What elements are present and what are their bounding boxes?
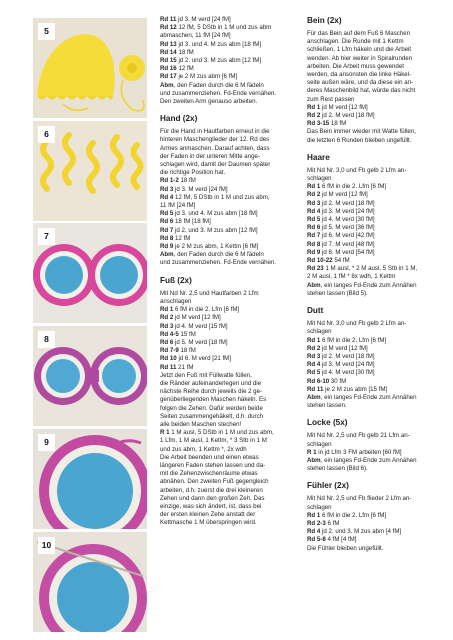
text-line [307, 528, 445, 536]
line-text: abmaschen, 11 fM [24 fM] [160, 32, 231, 40]
line-text: jd 2. M verd [18 fM] [320, 112, 375, 120]
text-line [307, 137, 445, 145]
line-text: jd M verd [12 fM] [320, 191, 368, 199]
line-text: alle beiden Maschen stechen! [160, 420, 242, 428]
line-text: stehen lassen (Bild 6). [307, 465, 368, 473]
line-text: schlagen [307, 175, 332, 183]
row-label: Rd 5 [307, 216, 321, 224]
text-line [307, 55, 445, 63]
text-column-left [160, 16, 298, 528]
row-label: Rd 1 [307, 103, 321, 111]
line-text: , ein langes Fd-Ende zum Annähen [320, 393, 417, 401]
text-line [307, 79, 445, 87]
section-heading: Dutt [307, 306, 324, 316]
text-line [307, 241, 445, 249]
line-text: 18 fM [178, 347, 196, 355]
row-label: Rd 11 [160, 363, 177, 371]
text-line [307, 520, 445, 528]
line-text: jd 4. M verd [30 fM] [320, 369, 375, 377]
text-line [160, 454, 298, 462]
text-line [160, 372, 298, 380]
text-line [307, 353, 445, 361]
line-text: die letzten 6 Runden bleiben ungefüllt. [307, 136, 412, 144]
row-label: Rd 6 [160, 338, 174, 346]
text-line [160, 145, 298, 153]
text-line [160, 290, 298, 298]
line-text: folgen die Zehen. Dafür werden beide [160, 404, 263, 412]
text-line [307, 71, 445, 79]
text-line [160, 227, 298, 235]
row-label: Rd 9 [160, 243, 174, 251]
line-text: 18 fM [176, 48, 194, 56]
line-text: Für das Bein auf dem Fuß 6 Maschen [307, 30, 411, 37]
text-line [160, 32, 298, 40]
text-line [160, 90, 298, 98]
line-text: Mit Nd Nr. 2,5 und Hautfarben 2 Lfm [160, 289, 259, 297]
text-line [160, 339, 298, 347]
line-text: , den Faden durch die 6 M fädeln [173, 251, 264, 259]
text-line [160, 413, 298, 421]
line-text: jd 4. M verd [30 fM] [320, 216, 375, 224]
line-text: 18 fM [178, 177, 196, 185]
row-label: Rd 7 [307, 232, 321, 240]
row-label: Rd 11 [160, 16, 177, 23]
row-label: Rd 15 [160, 57, 177, 65]
text-line [160, 243, 298, 251]
text-line [160, 210, 298, 218]
text-line [160, 161, 298, 169]
line-text: Mit Nd Nr. 2,5 und Fb flieder 2 Lfm an- [307, 495, 412, 503]
step-number: 10 [38, 537, 55, 554]
line-text: 1 M ausl, * 2 M ausl, 5 Stb in 1 M, [323, 265, 418, 273]
row-label: Rd 2 [307, 112, 321, 120]
row-label: Rd 2 [307, 344, 321, 352]
line-text: Die Fühler bleiben ungefüllt. [307, 544, 384, 552]
row-label: Rd 12 [160, 24, 177, 32]
line-text: 2 M ausl, 1 fM * 8x wdh, 1 Kettm [307, 273, 396, 281]
line-text: und zusammenziehen. Fd-Ende vernähen. [160, 259, 277, 267]
text-line [160, 65, 298, 73]
text-line [307, 232, 445, 240]
text-line [160, 503, 298, 511]
line-text: und zus abm, 1 Kettm *, 2x wdh [160, 445, 247, 453]
line-text: jd 5. M verd [36 fM] [320, 224, 375, 232]
text-line [307, 96, 445, 104]
line-text: die Ränder aufeinanderlegen und die [160, 379, 262, 387]
text-line [307, 449, 445, 457]
text-line [307, 216, 445, 224]
line-text: stehen lassen. [307, 402, 347, 410]
row-label: Rd 1 [307, 183, 321, 191]
line-text: 30 fM [329, 377, 347, 385]
line-text: jd 3. und 4. M zus abm [18 fM] [173, 210, 258, 218]
line-text: zum Rest passen [307, 95, 355, 103]
line-text: die richtige Position hat. [160, 169, 226, 177]
photo-edging [33, 429, 147, 529]
text-line [307, 386, 445, 394]
line-text: je 2 M zus abm, 1 Kettm [6 fM] [173, 243, 259, 251]
line-text: 6 fM in die 2. Lfm [6 fM] [320, 336, 387, 344]
row-label: Rd 10-22 [307, 257, 333, 265]
line-text: längeren Faden stehen lassen und da- [160, 461, 266, 469]
text-line [160, 24, 298, 32]
text-line [160, 487, 298, 495]
text-line [160, 437, 298, 445]
text-line [307, 63, 445, 71]
text-line [307, 369, 445, 377]
text-line [160, 495, 298, 503]
line-text: 18 fM [329, 120, 347, 128]
line-text: 15 fM [178, 330, 196, 338]
text-line [307, 257, 445, 265]
text-line [160, 41, 298, 49]
text-line [307, 208, 445, 216]
text-line [307, 38, 445, 46]
text-line [160, 331, 298, 339]
text-line [160, 446, 298, 454]
line-text: jd 3. M verd [24 fM] [173, 185, 228, 193]
text-line [160, 177, 298, 185]
photo-finished-edge [33, 532, 147, 632]
text-line [307, 512, 445, 520]
text-line [160, 429, 298, 437]
line-text: jd 2. und 3. M zus abm [12 fM] [173, 226, 258, 234]
line-text: 54 fM [332, 257, 350, 265]
row-label: Rd 2 [160, 314, 174, 322]
text-line [307, 432, 445, 440]
row-label: Rd 1 [307, 336, 321, 344]
text-line [307, 378, 445, 386]
row-label: Rd 10 [160, 355, 177, 363]
line-text: der Faden in der unteren Mitte ange- [160, 152, 261, 160]
line-text: arbeiten, d.h. zuerst die drei kleineren [160, 486, 263, 494]
text-line [160, 462, 298, 470]
photo-hair-bun [33, 18, 147, 118]
row-label: Rd 11 [307, 385, 324, 393]
line-text: 12 fM, 5 DStb in 1 M und zus abm [176, 24, 272, 32]
text-line [160, 82, 298, 90]
line-text: , ein langes Fd-Ende zum Annähen [320, 456, 417, 464]
row-label: Rd 3 [160, 322, 174, 330]
row-label: Rd 3 [160, 185, 174, 193]
line-text: schlagen [307, 503, 332, 511]
line-text: Für die Hand in Hautfarben erneut in die [160, 128, 270, 136]
text-line [160, 364, 298, 372]
line-text: 1 M ausl, 5 DStb in 1 M und zus abm, [169, 429, 274, 437]
line-text: Mit Nd Nr. 3,0 und Fb gelb 2 Lfm an- [307, 320, 407, 328]
text-line [160, 73, 298, 81]
text-line [160, 186, 298, 194]
photo-joined-circles [33, 326, 147, 426]
line-text: 6 fM [325, 519, 340, 527]
line-text: jd 7. M verd [48 fM] [320, 240, 375, 248]
text-line [160, 421, 298, 429]
row-label: Rd 7 [160, 226, 174, 234]
line-text: 12 fM [176, 65, 194, 73]
line-text: 6 fM in die 2. Lfm [6 fM] [320, 511, 387, 519]
row-label: Rd 4-5 [160, 330, 179, 338]
row-label: Rd 6 [160, 218, 174, 226]
text-line [160, 128, 298, 136]
text-line [160, 478, 298, 486]
text-line [160, 235, 298, 243]
text-line [160, 405, 298, 413]
line-text: jd 2. M verd [18 fM] [320, 199, 375, 207]
text-line [307, 345, 445, 353]
text-line [160, 380, 298, 388]
photo-curls [33, 121, 147, 221]
step-number: 9 [38, 434, 55, 451]
text-line [307, 128, 445, 136]
row-label: Rd 9 [307, 248, 321, 256]
line-text: jd M verd [12 fM] [173, 314, 221, 322]
line-text: 21 fM [176, 363, 194, 371]
step-number: 6 [38, 126, 55, 143]
line-text: Seiten zusammengehäkelt, d.h. durch [160, 412, 264, 420]
text-line [160, 251, 298, 259]
section-heading: Hand (2x) [160, 114, 198, 124]
row-label: Rd 4 [160, 193, 174, 201]
text-line [307, 112, 445, 120]
text-line [307, 104, 445, 112]
line-text: jd 2. und 3. M zus abm [12 fM] [176, 57, 262, 65]
text-line [307, 30, 445, 38]
line-text: 6 fM in die 2. Lfm [6 fM] [320, 183, 387, 191]
line-text: stehen lassen (Bild 5). [307, 289, 368, 297]
text-line [160, 355, 298, 363]
text-line [307, 191, 445, 199]
text-line [160, 306, 298, 314]
text-line [307, 46, 445, 54]
text-line [160, 202, 298, 210]
row-label: Rd 5 [160, 210, 174, 218]
row-label: Rd 6-10 [307, 377, 330, 385]
text-line [307, 328, 445, 336]
row-label: Abm [307, 456, 321, 464]
line-text: Das Bein immer wieder mit Watte füllen, [307, 128, 416, 136]
line-text: genüberliegenden Maschen häkeln. Es [160, 396, 267, 404]
row-label: Rd 8 [160, 234, 174, 242]
row-label: Abm [307, 281, 321, 289]
text-line [160, 136, 298, 144]
section-heading: Fuß (2x) [160, 275, 192, 285]
row-label: Rd 1 [307, 511, 321, 519]
text-line [160, 314, 298, 322]
text-line [307, 265, 445, 273]
text-line [160, 98, 298, 106]
line-text: werden, da ansonsten die linke Häkel- [307, 71, 412, 79]
line-text: deres Maschenbild hat, würde das nicht [307, 87, 416, 95]
line-text: Jetzt den Fuß mit Füllwatte füllen, [160, 371, 252, 379]
row-label: Rd 6 [307, 224, 321, 232]
text-line [160, 396, 298, 404]
line-text: und zusammenziehen. Fd-Ende vernähen. [160, 89, 277, 97]
text-line [307, 282, 445, 290]
line-text: der ersten kleinen Zehe anstatt der [160, 511, 256, 519]
line-text: wenden. Ab hier weiter in Spiralrunden [307, 54, 413, 62]
section-heading: Fühler (2x) [307, 481, 349, 491]
row-label: Rd 5 [307, 369, 321, 377]
row-label: Abm [307, 393, 321, 401]
row-label: Rd 1 [160, 306, 174, 314]
text-line [160, 470, 298, 478]
row-label: Rd 13 [160, 40, 177, 48]
line-text: jd 3. M verd [24 fM] [320, 361, 375, 369]
line-text: abnähen. Den zweiten Fuß gegengleich [160, 478, 269, 486]
text-line [307, 465, 445, 473]
line-text: schlagen wird, damit der Daumen später [160, 161, 271, 169]
text-line [307, 504, 445, 512]
section-heading: Bein (2x) [307, 16, 342, 25]
step-number: 5 [38, 23, 55, 40]
text-line [307, 495, 445, 503]
line-text: jd 3. M verd [24 fM] [176, 16, 231, 23]
text-line [307, 87, 445, 95]
row-label: R 1 [307, 448, 317, 456]
text-line [307, 183, 445, 191]
text-line [160, 259, 298, 267]
text-line [307, 120, 445, 128]
row-label: Rd 14 [160, 48, 177, 56]
row-label: Abm [160, 251, 174, 259]
line-text: jd M verd [12 fM] [320, 103, 368, 111]
line-text: mit die Zehenzwischenräume etwas [160, 470, 258, 478]
line-text: anschlagen. Die Runde mit 1 Kettm [307, 38, 404, 46]
line-text: jd 3. M verd [24 fM] [320, 207, 375, 215]
text-line [160, 388, 298, 396]
text-line [307, 167, 445, 175]
text-line [160, 218, 298, 226]
text-line [307, 361, 445, 369]
row-label: Rd 3-15 [307, 120, 330, 128]
line-text: 1 Lfm, 1 M ausl, 1 Kettm, * 3 Stb in 1 M [160, 437, 267, 445]
text-line [160, 49, 298, 57]
line-text: seite außen wäre, und da diese ein an- [307, 79, 414, 87]
line-text: jd 2. und 3. M zus abm [4 fM] [320, 528, 402, 536]
text-line [160, 194, 298, 202]
row-label: Rd 23 [307, 265, 324, 273]
section-heading: Locke (5x) [307, 418, 348, 428]
line-text: hinteren Maschenglieder der 12. Rd des [160, 136, 270, 144]
line-text: 11 fM [24 fM] [160, 202, 196, 210]
line-text: je 2 M zus abm [15 fM] [323, 385, 388, 393]
line-text: jd 8. M verd [54 fM] [320, 248, 375, 256]
line-text: , den Faden durch die 6 M fädeln [173, 81, 264, 89]
text-line [307, 545, 445, 553]
text-line [307, 175, 445, 183]
row-label: Abm [160, 81, 174, 89]
row-label: Rd 3 [307, 199, 321, 207]
line-text: anschlagen [160, 297, 192, 305]
line-text: schlagen [307, 440, 332, 448]
line-text: in jd Lfm 3 FM arbeiten [60 fM] [316, 448, 402, 456]
text-line [160, 511, 298, 519]
line-text: 4 fM [4 fM] [325, 536, 357, 544]
row-label: Rd 1-2 [160, 177, 179, 185]
text-line [160, 169, 298, 177]
row-label: R 1 [160, 429, 170, 437]
row-label: Rd 3 [307, 352, 321, 360]
line-text: 6 fM in die 2. Lfm [6 fM] [173, 306, 240, 314]
text-line [307, 224, 445, 232]
line-text: jd 5. M verd [18 fM] [173, 338, 228, 346]
line-text: 12 fM [173, 234, 191, 242]
line-text: schlagen [307, 328, 332, 336]
line-text: Zehen und dann den großen Zeh. Das [160, 494, 265, 502]
text-line [307, 273, 445, 281]
text-column-right [307, 16, 445, 553]
text-line [307, 249, 445, 257]
line-text: jd 6. M verd [21 fM] [176, 355, 231, 363]
row-label: Rd 7-9 [160, 347, 179, 355]
row-label: Rd 2-3 [307, 519, 326, 527]
text-line [307, 457, 445, 465]
line-text: arbeiten. Die Arbeit muss gewendet [307, 62, 404, 70]
text-line [307, 394, 445, 402]
line-text: schließen, 1 Lfm häkeln und die Arbeit [307, 46, 412, 54]
line-text: , ein langes Fd-Ende zum Annähen [320, 281, 417, 289]
step-number: 8 [38, 331, 55, 348]
line-text: 12 fM, 5 DStb in 1 M und zus abm, [173, 193, 270, 201]
text-line [160, 323, 298, 331]
text-line [160, 16, 298, 24]
line-text: Die Arbeit beenden und einen etwas [160, 453, 259, 461]
row-label: Rd 16 [160, 65, 177, 73]
line-text: jd 4. M verd [15 fM] [173, 322, 228, 330]
step-number: 7 [38, 228, 55, 245]
line-text: einzige, was sich ändert, ist, dass bei [160, 502, 262, 510]
text-line [307, 200, 445, 208]
line-text: jd 6. M verd [42 fM] [320, 232, 375, 240]
line-text: 18 fM [18 fM] [173, 218, 211, 226]
photo-two-circles [33, 223, 147, 323]
line-text: jd 2. M verd [18 fM] [320, 352, 375, 360]
text-line [307, 441, 445, 449]
line-text: Den zweiten Arm genauso arbeiten. [160, 98, 258, 106]
text-line [307, 337, 445, 345]
text-line [160, 57, 298, 65]
section-heading: Haare [307, 152, 330, 162]
line-text: Kettmasche 1 M überspringen wird. [160, 519, 257, 527]
row-label: Rd 17 [160, 73, 177, 81]
line-text: Armes anmaschen. Darauf achten, dass [160, 144, 270, 152]
row-label: Rd 8 [307, 240, 321, 248]
line-text: jd M verd [12 fM] [320, 344, 368, 352]
text-line [307, 402, 445, 410]
line-text: Mit Nd Nr. 3,0 und Fb gelb 2 Lfm an- [307, 166, 407, 174]
line-text: je 2 M zus abm [6 fM] [176, 73, 238, 81]
row-label: Rd 4 [307, 528, 321, 536]
line-text: Mit Nd Nr. 2,5 und Fb gelb 21 Lfm an- [307, 432, 410, 440]
text-line [160, 298, 298, 306]
text-line [307, 320, 445, 328]
text-line [307, 290, 445, 298]
row-label: Rd 4 [307, 207, 321, 215]
text-line [307, 536, 445, 544]
row-label: Rd 4 [307, 361, 321, 369]
line-text: jd 3. und 4. M zus abm [18 fM] [176, 40, 262, 48]
row-label: Rd 2 [307, 191, 321, 199]
text-line [160, 347, 298, 355]
text-line [160, 519, 298, 527]
text-line [160, 153, 298, 161]
line-text: nächste Reihe durch jeweils die 2 ge- [160, 388, 263, 396]
row-label: Rd 5-8 [307, 536, 326, 544]
